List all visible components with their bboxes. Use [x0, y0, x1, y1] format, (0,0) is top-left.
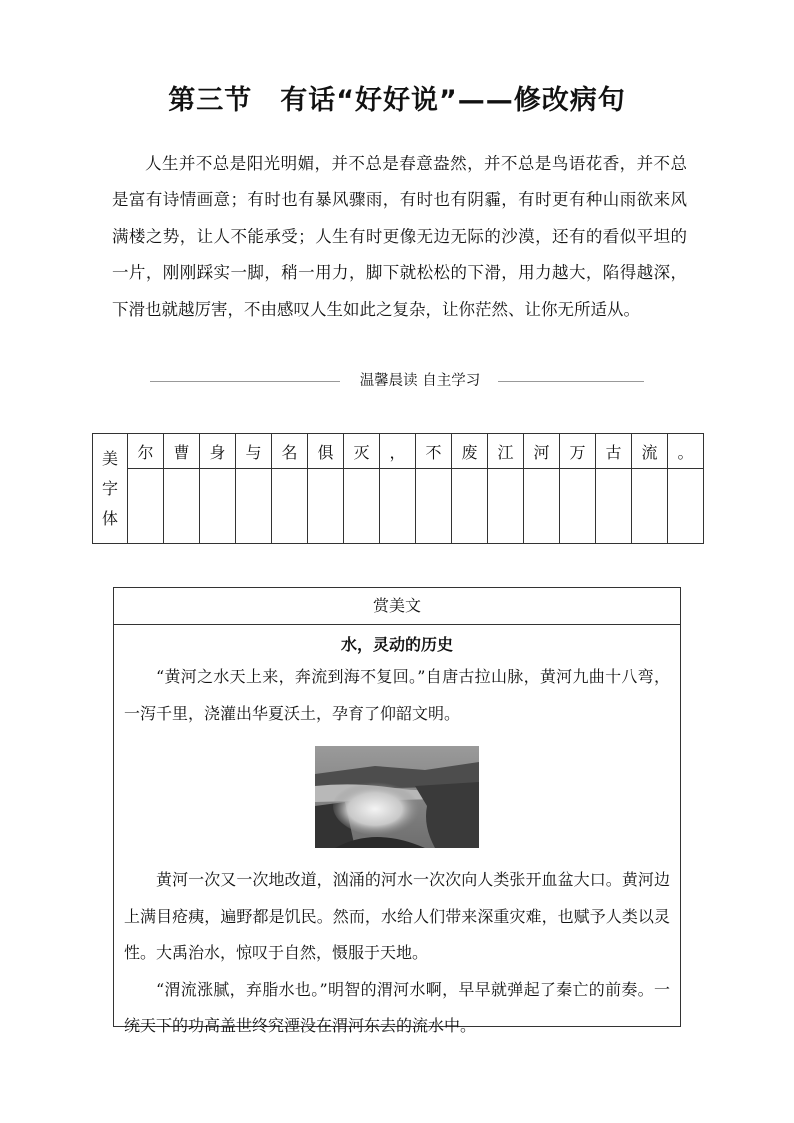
- page-title: 第三节 有话“好好说”——修改病句: [168, 85, 626, 116]
- model-char-cell: 曹: [164, 434, 200, 469]
- practice-cell: [380, 469, 416, 544]
- model-char-cell: 废: [452, 434, 488, 469]
- model-char-cell: 万: [560, 434, 596, 469]
- practice-cell: [200, 469, 236, 544]
- practice-cell: [272, 469, 308, 544]
- practice-cell: [668, 469, 704, 544]
- waterfall-photo: [315, 746, 479, 848]
- reading-paragraph-1: “黄河之水天上来，奔流到海不复回。”自唐古拉山脉，黄河九曲十八弯，一泻千里，浇灌出华夏沃土，孕育了仰韶文明。: [124, 667, 670, 723]
- model-char-cell: 与: [236, 434, 272, 469]
- calligraphy-row-practice: [93, 469, 704, 544]
- reading-box-header: 赏美文: [114, 588, 680, 625]
- practice-cell: [164, 469, 200, 544]
- practice-cell: [596, 469, 632, 544]
- practice-cell: [344, 469, 380, 544]
- reading-box: [113, 587, 681, 1035]
- calligraphy-practice-table: [92, 433, 704, 544]
- practice-cell: [416, 469, 452, 544]
- practice-cell: [236, 469, 272, 544]
- model-char-cell: 尔: [128, 434, 164, 469]
- practice-cell: [524, 469, 560, 544]
- model-char-cell: 不: [416, 434, 452, 469]
- practice-cell: [128, 469, 164, 544]
- model-char-cell: 河: [524, 434, 560, 469]
- side-char: 字: [101, 478, 118, 498]
- practice-cell: [488, 469, 524, 544]
- practice-cell: [560, 469, 596, 544]
- model-char-cell: 古: [596, 434, 632, 469]
- model-char-cell: 身: [200, 434, 236, 469]
- model-char-cell: 俱: [308, 434, 344, 469]
- model-char-cell: ，: [380, 434, 416, 469]
- side-char: 美: [101, 448, 118, 468]
- divider-label: 温馨晨读 自主学习: [359, 373, 481, 389]
- model-char-cell: 江: [488, 434, 524, 469]
- reading-paragraph-2: 黄河一次又一次地改道，汹涌的河水一次次向人类张开血盆大口。黄河边上满目疮痍，遍野都是饥民。然而，水给人们带来深重灾难，也赋予人类以灵性。大禹治水，惊叹于自然，慑服于天地。: [124, 870, 670, 962]
- model-char-cell: 流: [632, 434, 668, 469]
- model-char-cell: 名: [272, 434, 308, 469]
- divider-line-right: [498, 381, 644, 382]
- model-char-cell: 。: [668, 434, 704, 469]
- side-char: 体: [101, 508, 118, 528]
- section-divider: [150, 370, 644, 392]
- divider-line-left: [150, 381, 340, 382]
- reading-paragraph-3: “渭流涨腻，弃脂水也。”明智的渭河水啊，早早就弹起了秦亡的前奏。一统天下的功高盖世终究湮没在渭河东去的流水中。: [124, 979, 670, 1035]
- practice-cell: [452, 469, 488, 544]
- model-char-cell: 灭: [344, 434, 380, 469]
- calligraphy-row-chars: [93, 434, 704, 469]
- practice-cell: [308, 469, 344, 544]
- calligraphy-side-label: [93, 434, 128, 544]
- practice-cell: [632, 469, 668, 544]
- intro-paragraph: 人生并不总是阳光明媚，并不总是春意盎然，并不总是鸟语花香，并不总是富有诗情画意；有时也有暴风骤雨，有时也有阴霾，有时更有种山雨欲来风满楼之势，让人不能承受；人生有时更像无边无际的沙漠，还有的看似平坦的一片，刚刚踩实一脚，稍一用力，脚下就松松的下滑，用力越大，陷得越深，下滑也就越厉害，不由感叹人生如此之复杂，让你茫然、让你无所适从。: [112, 154, 687, 319]
- reading-subtitle: 水，灵动的历史: [340, 635, 453, 654]
